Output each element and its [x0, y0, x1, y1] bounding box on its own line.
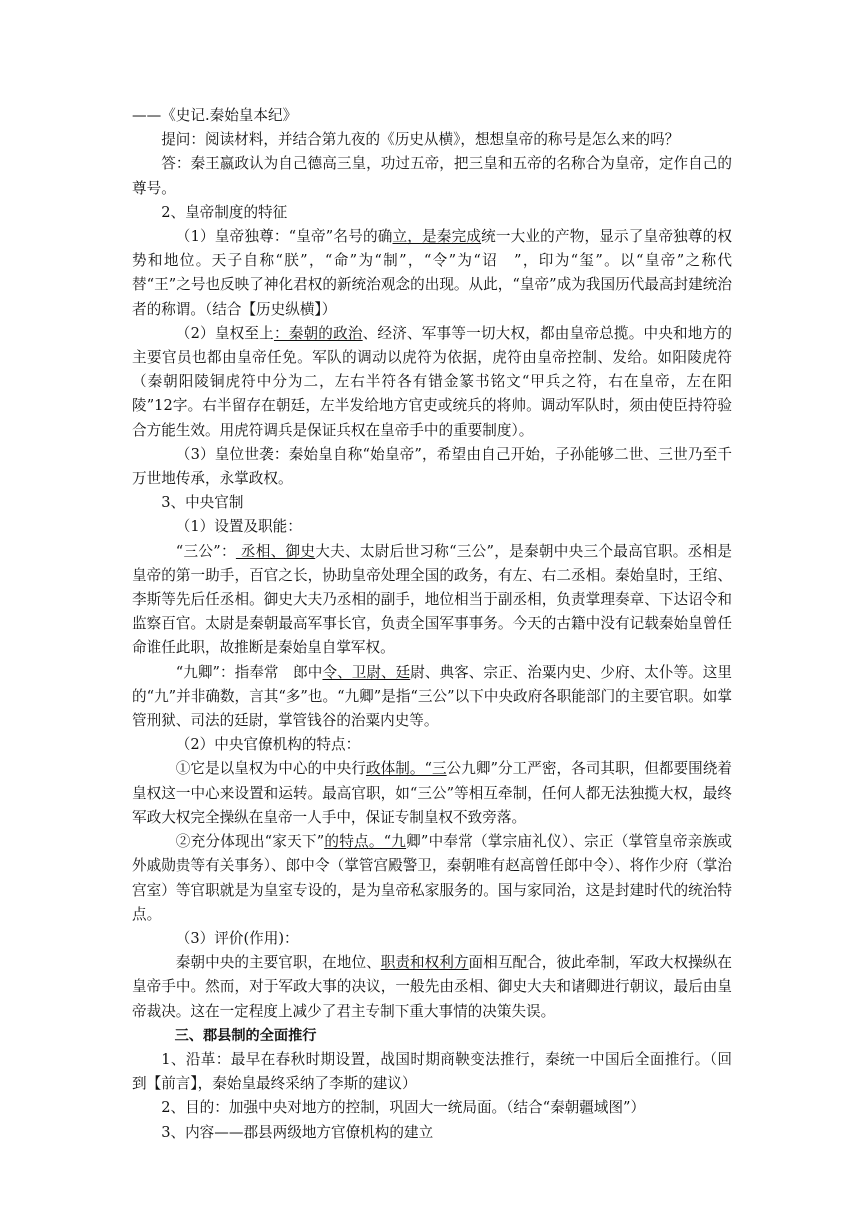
question-text: 阅读材料，并结合第九夜的《历史从横》，想想皇帝的称号是怎么来的吗？ — [204, 131, 680, 149]
commandery-purpose-paragraph: 2、目的：加强中央对地方的控制，巩固大一统局面。（结合“秦朝疆域图”） — [161, 1099, 646, 1117]
heading-evaluation: （3）评价(作用)： — [175, 929, 299, 947]
commandery-content-paragraph: 3、内容——郡县两级地方官僚机构的建立 — [161, 1123, 434, 1141]
evaluation-text-a: 秦朝中央的主要官职，在地位、 — [175, 954, 381, 972]
trait-1-underlined: 政体制。“三 — [365, 760, 447, 778]
feature-1-underlined: 立，是秦完成 — [392, 228, 482, 246]
evaluation-underlined: 职责和权利方 — [380, 954, 469, 972]
trait-1-paragraph — [132, 757, 732, 830]
feature-1-text-a: （1）皇帝独尊：“皇帝”名号的确 — [175, 228, 393, 246]
trait-1-text-a: ①它是以皇权为中心的中央行 — [175, 760, 366, 778]
feature-1-paragraph — [132, 225, 732, 322]
question-label: 提问： — [161, 131, 205, 149]
trait-2-text-a: ②充分体现出“家天下” — [175, 833, 325, 851]
feature-3-paragraph: （3）皇位世袭：秦始皇自称“始皇帝”，希望由自己开始，子孙能够二世、三世乃至千万世地传承，永掌政权。 — [132, 445, 732, 488]
trait-2-underlined: 的特点。“九 — [324, 833, 407, 851]
feature-2-underlined: ：秦朝的政治 — [273, 324, 363, 342]
feature-2-text-b: 、经济、军事等一切大权，都由皇帝总揽。中央和地方的主要官员也都由皇帝任免。军队的调动以虎符为依据，虎符由皇帝控制、发给。如阳陵虎符（秦朝阳陵铜虎符中分为二，左右半符各有错金篆书铭文“甲兵之符，右在皇帝，左在阳陵”12字。右半留存在朝廷，左半发给地方官吏或统兵的将帅。调动军队时，须由使臣持符验合方能生效。用虎符调兵是保证兵权在皇帝手中的重要制度）。 — [132, 324, 732, 439]
feature-2-text-a: （2）皇权至上 — [175, 324, 274, 342]
heading-setup-functions: （1）设置及职能： — [175, 518, 302, 536]
evaluation-text-b: 面相互配合，彼此牵制，军政大权操纵在皇帝手中。然而，对于军政大事的决议，一般先由丞相、御史大夫和诸卿进行朝议，最后由皇帝裁决。这在一定程度上减少了君主专制下重大事情的决策失误。 — [132, 954, 732, 1020]
heading-central-traits: （2）中央官僚机构的特点： — [175, 736, 361, 754]
heading-central-officials: 3、中央官制 — [161, 494, 244, 512]
jiuqing-text: 尉、典客、宗正、治粟内史、少府、太仆等。这里的“九”并非确数，言其“多”也。“九卿”是指“三公”以下中央政府各职能部门的主要官职。如掌管刑狱、司法的廷尉，掌管钱谷的治粟内史等。 — [132, 663, 732, 730]
evaluation-paragraph — [132, 951, 732, 1024]
jiuqing-paragraph — [132, 661, 732, 734]
feature-2-paragraph — [132, 322, 732, 443]
feature-1-text-b: 统一大业的产物，显示了皇帝独尊的权势和地位。天子自称“朕”，“命”为“制”，“令”为“诏 ”，印为“玺”。以“皇帝”之称代替“王”之号也反映了神化君权的新统治观念的出现。从此，“皇帝”成为我国历代最高封建统治者的称谓。（结合【历史纵横】） — [132, 228, 732, 318]
commandery-history-paragraph: 1、沿革：最早在春秋时期设置，战国时期商鞅变法推行，秦统一中国后全面推行。（回到【前言】，秦始皇最终采纳了李斯的建议） — [132, 1050, 732, 1093]
jiuqing-label: “九卿”：指奉常 郎中 — [175, 663, 323, 681]
answer-paragraph — [132, 152, 732, 200]
sangong-underlined: 丞相、御史 — [235, 542, 316, 560]
jiuqing-underlined: 令、卫尉、廷 — [322, 663, 411, 681]
sangong-text: 大夫、太尉后世习称“三公”，是秦朝中央三个最高官职。丞相是皇帝的第一助手，百官之长，协助皇帝处理全国的政务，有左、右二丞相。秦始皇时，王绾、李斯等先后任丞相。御史大夫乃丞相的副手，地位相当于副丞相，负责掌理奏章、下达诏令和监察百官。太尉是秦朝最高军事长官，负责全国军事事务。今天的古籍中没有记载秦始皇曾任命谁任此职，故推断是秦始皇自掌军权。 — [132, 542, 732, 657]
trait-1-text-b: 公九卿”分工严密，各司其职，但都要围绕着皇权这一中心来设置和运转。最高官职，如“三公”等相互牵制，任何人都无法独揽大权，最终军政大权完全操纵在皇帝一人手中，保证专制皇权不致旁落。 — [132, 760, 732, 826]
source-citation: ——《史记.秦始皇本纪》 — [132, 107, 298, 124]
answer-label: 答： — [161, 155, 191, 173]
trait-2-paragraph — [132, 830, 732, 927]
sangong-paragraph — [132, 540, 732, 661]
sangong-label: “三公”： — [175, 542, 236, 560]
section-heading-commandery: 三、郡县制的全面推行 — [174, 1027, 317, 1044]
answer-text: 秦王嬴政认为自己德高三皇，功过五帝，把三皇和五帝的名称合为皇帝，定作自己的尊号。 — [132, 155, 732, 197]
heading-emperor-features: 2、皇帝制度的特征 — [161, 203, 288, 221]
trait-2-text-b: 卿”中奉常（掌宗庙礼仪）、宗正（掌管皇帝亲族或外戚勋贵等有关事务）、郎中令（掌管宫殿警卫，秦朝唯有赵高曾任郎中令）、将作少府（掌治宫室）等官职就是为皇室专设的，是为皇帝私家服务的。国与家同治，这是封建时代的统治特点。 — [132, 833, 732, 923]
question-paragraph — [132, 128, 732, 152]
